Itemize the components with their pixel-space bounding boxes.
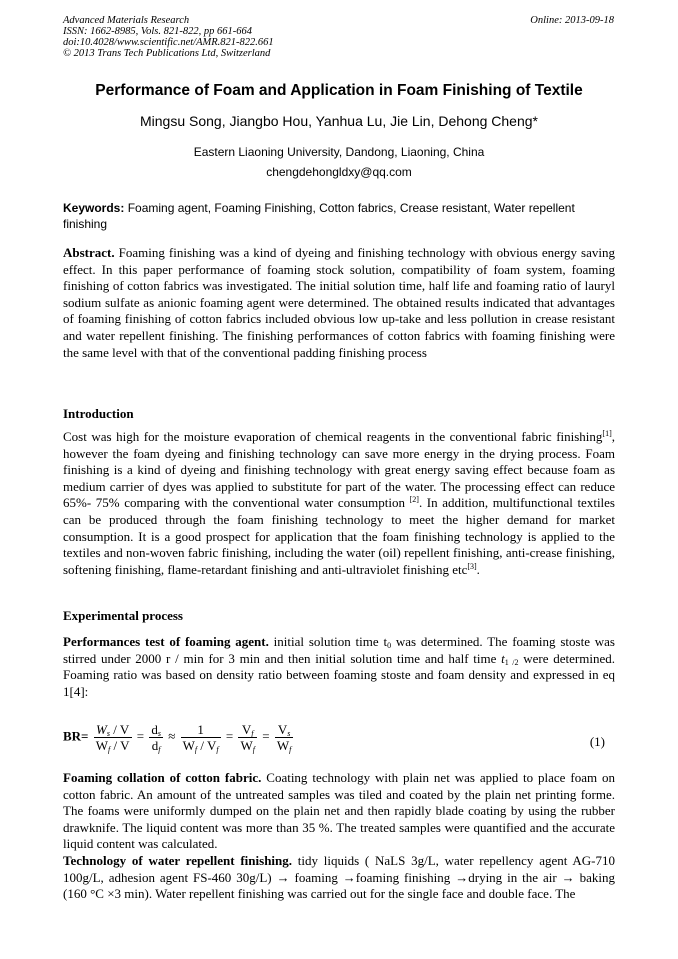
- abstract-label: Abstract.: [63, 245, 115, 260]
- perf-text-a: initial solution time t: [268, 634, 388, 649]
- fraction-5-numerator: $V_s$: [275, 722, 294, 738]
- eq-sign-1: =: [136, 728, 145, 744]
- fraction-2-denominator: $d_f$: [151, 738, 161, 754]
- fraction-5-denominator: $W_f$: [276, 738, 292, 754]
- fraction-3-denominator: $W_f / V_f$: [182, 738, 219, 754]
- fraction-2-numerator: $d_s$: [151, 722, 161, 738]
- foaming-agent-label: Performances test of foaming agent.: [63, 634, 269, 649]
- eq-sign-3: =: [262, 728, 270, 744]
- perf-text-b: was determined. The foaming stoste was stirred under 2000 r / min for 3 min and then initial solution time and half time: [63, 634, 615, 666]
- intro-text-2: , however the foam dyeing and finishing technology can save more energy in the drying process. Foam finishing is a kind of dyeing and finishing technology with great energy saving effect because foam as medium carrier of dyes was applied to substitute for part of the water. The processing effect can reduce 65%- 75% comparing with the conventional water consumption: [63, 429, 615, 511]
- equation-1: [63, 722, 615, 762]
- foam-collation-text: Coating technology with plain net was applied to place foam on cotton fabric. An amount of the untreated samples was tiled and coated by the plain net printing forme. The foams were uniformly dumped on the plain net and then rapidly blade coating by using the rubber drawknife. The liquid content was more than 35 %. The treated samples were quantified and the accurate liquid content was calculated.: [63, 770, 615, 852]
- perf-sub-0: 0: [387, 641, 392, 650]
- fraction-5: [275, 722, 294, 753]
- experimental-heading: Experimental process: [63, 608, 183, 623]
- fraction-3-numerator: 1: [181, 722, 221, 738]
- experimental-paragraphs: [63, 770, 615, 903]
- copyright-line: © 2013 Trans Tech Publications Ltd, Switzerland: [63, 48, 271, 59]
- foam-collation-label: Foaming collation of cotton fabric.: [63, 770, 262, 785]
- fraction-4-numerator: $V_f$: [238, 722, 257, 738]
- eq-sign-2: =: [225, 728, 234, 744]
- citation-1: [1]: [602, 429, 612, 438]
- intro-text-1: Cost was high for the moisture evaporation of chemical reagents in the conventional fabric finishing: [63, 429, 603, 444]
- water-repellent-paragraph: [63, 853, 615, 903]
- eq-lhs: BR=: [63, 728, 89, 744]
- perf-t: t: [501, 650, 505, 666]
- issn-line: ISSN: 1662-8985, Vols. 821-822, pp 661-664: [63, 26, 252, 37]
- fraction-1-numerator: $W_s$ / V: [94, 722, 132, 738]
- online-date: Online: 2013-09-18: [530, 15, 614, 26]
- fraction-1-denominator: $W_f$ / V: [95, 738, 130, 754]
- eq-approx: ≈: [168, 728, 176, 744]
- intro-text-3: . In addition, multifunctional textiles can be produced through the foam finishing technology to meet the higher demand for market consumption. It is a good prospect for application that the foam finishing technology is applied to the textiles and non-woven fabric finishing, including the water (oil) repellent finishing, anti-crease finishing, softening finishing, flame-retardant finishing and anti-ultraviolet finishing etc: [63, 495, 615, 577]
- introduction-paragraph: [63, 429, 615, 578]
- intro-text-4: .: [476, 561, 480, 577]
- keywords-text: Foaming agent, Foaming Finishing, Cotton fabrics, Crease resistant, Water repellent finishing: [63, 201, 575, 231]
- affiliation: Eastern Liaoning University, Dandong, Liaoning, China: [193, 145, 485, 159]
- paper-title: Performance of Foam and Application in Foam Finishing of Textile: [95, 82, 583, 99]
- email[interactable]: chengdehongldxy@qq.com: [266, 165, 412, 179]
- water-repellent-text: tidy liquids ( NaLS 3g/L, water repellency agent AG-710 100g/L, adhesion agent FS-460 30g/L) → foaming →foaming finishing →drying in the air → baking (160 °C ×3 min). Water repellent finishing was carried out for the single face and double face. The: [63, 852, 615, 902]
- fraction-4-denominator: $W_f$: [240, 738, 255, 754]
- equation-number: (1): [589, 734, 605, 749]
- foam-collation-paragraph: [63, 770, 615, 853]
- foaming-agent-paragraph: [63, 634, 615, 700]
- fraction-2: [149, 722, 163, 753]
- citation-2: [2]: [409, 495, 419, 505]
- abstract-text: Foaming finishing was a kind of dyeing and finishing technology with obvious energy saving effect. In this paper performance of foaming stock solution, compatibility of foam system, foaming finishing of cotton fabrics was investigated. The initial solution time, half life and foaming ratio of lauryl sodium sulfate as anionic foaming agent were determined. The obtained results indicated that advantages of foaming finishing of cotton fabrics included obvious low up-take and less pollution in crease resistant and water repellent finishing. The finishing performances of cotton fabrics with foaming finishing were the same level with that of the conventional padding finishing process: [63, 245, 615, 360]
- citation-3: [3]: [467, 561, 477, 571]
- perf-sub-half: 1 /2: [504, 657, 519, 667]
- water-repellent-label: Technology of water repellent finishing.: [63, 852, 293, 868]
- journal-header: [63, 15, 274, 59]
- doi-line: doi:10.4028/www.scientific.net/AMR.821-822.661: [63, 37, 274, 48]
- equation-body: [63, 722, 295, 753]
- author-list: Mingsu Song, Jiangbo Hou, Yanhua Lu, Jie Lin, Dehong Cheng*: [140, 113, 538, 129]
- perf-text-c: were determined. Foaming ratio was based on density ratio between foaming stoste and foam density and expressed in eq 1[4]:: [63, 650, 615, 699]
- abstract: [63, 245, 615, 361]
- fraction-4: [238, 722, 257, 753]
- keywords-label: Keywords:: [63, 201, 125, 215]
- fraction-1: [94, 722, 132, 753]
- journal-name: Advanced Materials Research: [63, 15, 190, 26]
- fraction-3: [181, 722, 221, 753]
- introduction-heading: Introduction: [63, 406, 134, 421]
- keywords: [63, 200, 615, 232]
